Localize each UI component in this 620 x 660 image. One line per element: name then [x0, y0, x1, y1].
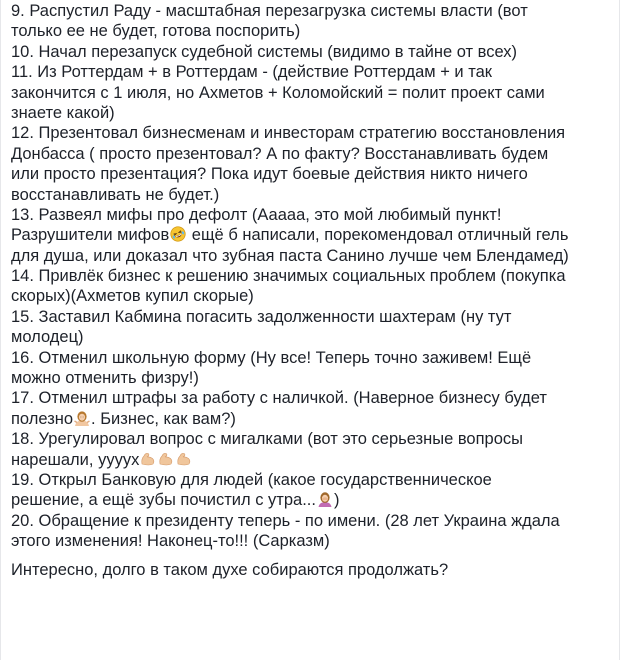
post-line: 20. Обращение к президенту теперь - по имени. (28 лет Украина ждала [11, 511, 560, 530]
post-text-segment: ) [333, 491, 340, 510]
post-line: этого изменения! Наконец-то!!! (Сарказм) [11, 532, 330, 551]
post-line: для душа, или доказал что зубная паста Санино лучше чем Блендамед) [11, 246, 569, 265]
post-lines [11, 0, 610, 580]
post-line: 18. Урегулировал вопрос с мигалками (вот это серьезные вопросы [11, 430, 524, 449]
post-line: Интересно, долго в таком духе собираются продолжать? [11, 560, 449, 579]
post-line: или просто презентация? Пока идут боевые действия никто ничего [11, 165, 528, 184]
post-text-segment: ещё б написали, порекомендовал отличный гель [187, 226, 569, 245]
woman-shrugging-emoji [74, 410, 90, 426]
flexed-biceps-emoji [158, 451, 174, 467]
post-line: 13. Развеял мифы про дефолт (Ааааа, это мой любимый пункт! [11, 205, 502, 224]
flexed-biceps-emoji [140, 451, 156, 467]
post-line [11, 225, 610, 245]
post-line: можно отменить физру!) [11, 369, 199, 388]
post-line: 19. Открыл Банковую для людей (какое государственническое [11, 470, 492, 489]
post-line: Донбасса ( просто презентовал? А по факту? Восстанавливать будем [11, 144, 549, 163]
post-line: только ее не будет, готова поспорить) [11, 22, 301, 41]
post-line [11, 450, 610, 470]
post-text-segment: нарешали, уууух [11, 450, 140, 469]
post-line: 15. Заставил Кабмина погасить задолженности шахтерам (ну тут [11, 307, 512, 326]
post-text-segment: Разрушители мифов [11, 226, 170, 245]
post-line [11, 490, 610, 510]
post-line: скорых)(Ахметов купил скорые) [11, 287, 254, 306]
post-line: 9. Распустил Раду - масштабная перезагрузка системы власти (вот [11, 2, 528, 20]
post-line: знаете какой) [11, 103, 115, 122]
post-line: восстанавливать не будет.) [11, 185, 220, 204]
post-line: 14. Привлёк бизнес к решению значимых социальных проблем (покупка [11, 267, 566, 286]
post-text-segment: полезно [11, 409, 74, 428]
paragraph-gap [11, 552, 610, 560]
post-line: 11. Из Роттердам + в Роттердам - (действие Роттердам + и так [11, 63, 492, 82]
post-line: закончится с 1 июля, но Ахметов + Коломойский = полит проект сами [11, 83, 545, 102]
post-line: 12. Презентовал бизнесменам и инвесторам стратегию восстановления [11, 124, 566, 143]
post-line: молодец) [11, 328, 84, 347]
flexed-biceps-emoji [176, 451, 192, 467]
post-text-segment: решение, а ещё зубы почистил с утра... [11, 491, 316, 510]
post-line: 16. Отменил школьную форму (Ну все! Теперь точно заживем! Ещё [11, 348, 532, 367]
post-line: 17. Отменил штрафы за работу с наличкой. (Наверное бизнесу будет [11, 389, 547, 408]
post-line: 10. Начал перезапуск судебной системы (видимо в тайне от всех) [11, 42, 518, 61]
rolling-on-floor-laughing-emoji [170, 226, 186, 242]
post-line [11, 409, 610, 429]
frame-border-left [0, 0, 1, 660]
woman-facepalming-emoji [317, 491, 333, 507]
post-text-segment: . Бизнес, как вам?) [91, 409, 236, 428]
